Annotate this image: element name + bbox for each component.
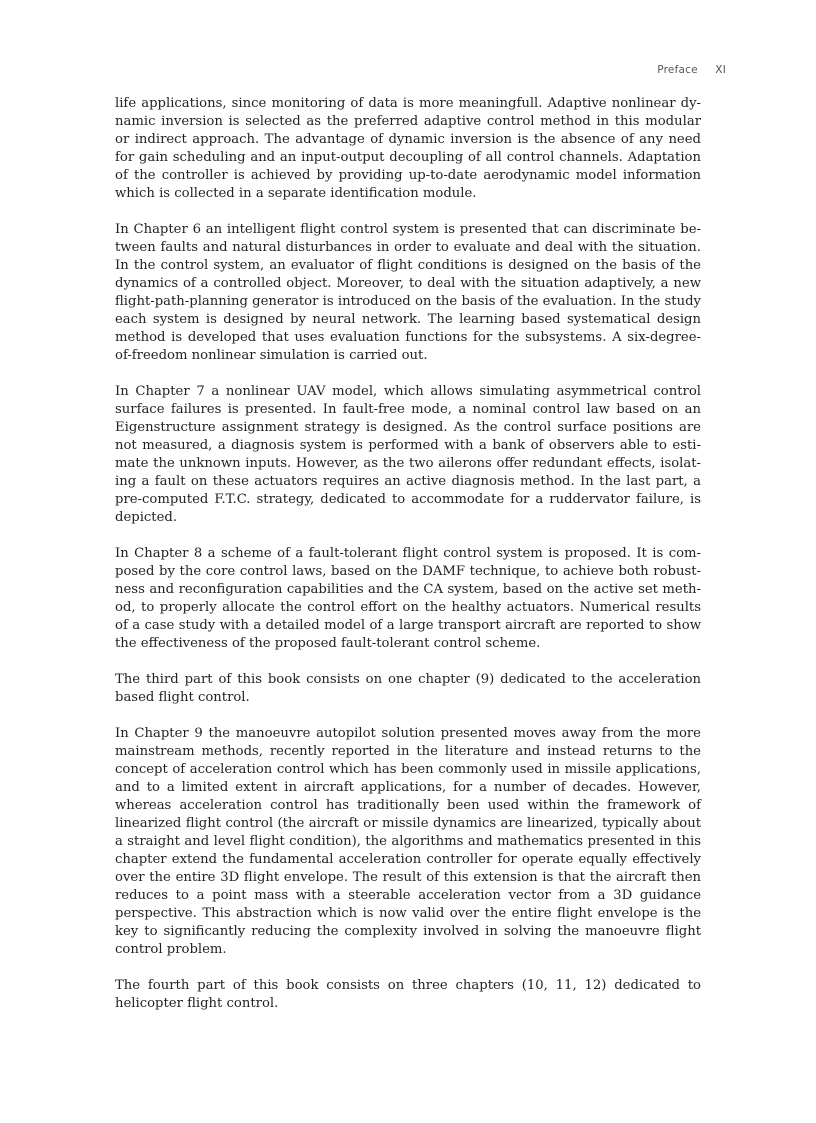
paragraph-chapter-7: In Chapter 7 a nonlinear UAV model, which allows simulating asymmetrical control surface failures is presented. In fault-free mode, a nominal control law based on an Eigenstructure assignment strategy is designed. As the control surface positions are not measured, a diagnosis system is performed with a bank of observers able to estimate the unknown inputs. However, as the two ailerons offer redundant effects, isolating a fault on these actuators requires an active diagnosis method. In the last part, a pre-computed F.T.C. strategy, dedicated to accommodate for a ruddervator failure, is depicted. [115, 384, 701, 525]
paragraph-chapter-9: In Chapter 9 the manoeuvre autopilot solution presented moves away from the more mainstream methods, recently reported in the literature and instead returns to the concept of acceleration control which has been commonly used in missile applications, and to a limited extent in aircraft applications, for a number of decades. However, whereas acceleration control has traditionally been used within the framework of linearized flight control (the aircraft or missile dynamics are linearized, typically about a straight and level flight condition), the algorithms and mathematics presented in this chapter extend the fundamental acceleration controller for operate equally effectively over the entire 3D flight envelope. The result of this extension is that the aircraft then reduces to a point mass with a steerable acceleration vector from a 3D guidance perspective. This abstraction which is now valid over the entire flight envelope is the key to significantly reducing the complexity involved in solving the manoeuvre flight control problem. [115, 726, 701, 957]
body-text [115, 95, 701, 1031]
paragraph-chapter-6: In Chapter 6 an intelligent flight control system is presented that can discriminate between faults and natural disturbances in order to evaluate and deal with the situation. In the control system, an evaluator of flight conditions is designed on the basis of the dynamics of a controlled object. Moreover, to deal with the situation adaptively, a new flight-path-planning generator is introduced on the basis of the evaluation. In the study each system is designed by neural network. The learning based systematical design method is developed that uses evaluation functions for the subsystems. A six-degree-of-freedom nonlinear simulation is carried out. [115, 222, 701, 363]
running-head-title: Preface [657, 64, 698, 76]
paragraph-chapter-8: In Chapter 8 a scheme of a fault-tolerant flight control system is proposed. It is composed by the core control laws, based on the DAMF technique, to achieve both robustness and reconfiguration capabilities and the CA system, based on the active set method, to properly allocate the control effort on the healthy actuators. Numerical results of a case study with a detailed model of a large transport aircraft are reported to show the effectiveness of the proposed fault-tolerant control scheme. [115, 546, 701, 651]
paragraph-continuation: life applications, since monitoring of data is more meaningfull. Adaptive nonlinear dynamic inversion is selected as the preferred adaptive control method in this modular or indirect approach. The advantage of dynamic inversion is the absence of any need for gain scheduling and an input-output decoupling of all control channels. Adaptation of the controller is achieved by providing up-to-date aerodynamic model information which is collected in a separate identification module. [115, 96, 701, 201]
paragraph-part-four: The fourth part of this book consists on three chapters (10, 11, 12) dedicated to helicopter flight control. [115, 978, 701, 1011]
running-head [657, 64, 726, 76]
page-number: XI [715, 64, 726, 76]
paragraph-part-three: The third part of this book consists on one chapter (9) dedicated to the acceleration based flight control. [115, 672, 701, 705]
